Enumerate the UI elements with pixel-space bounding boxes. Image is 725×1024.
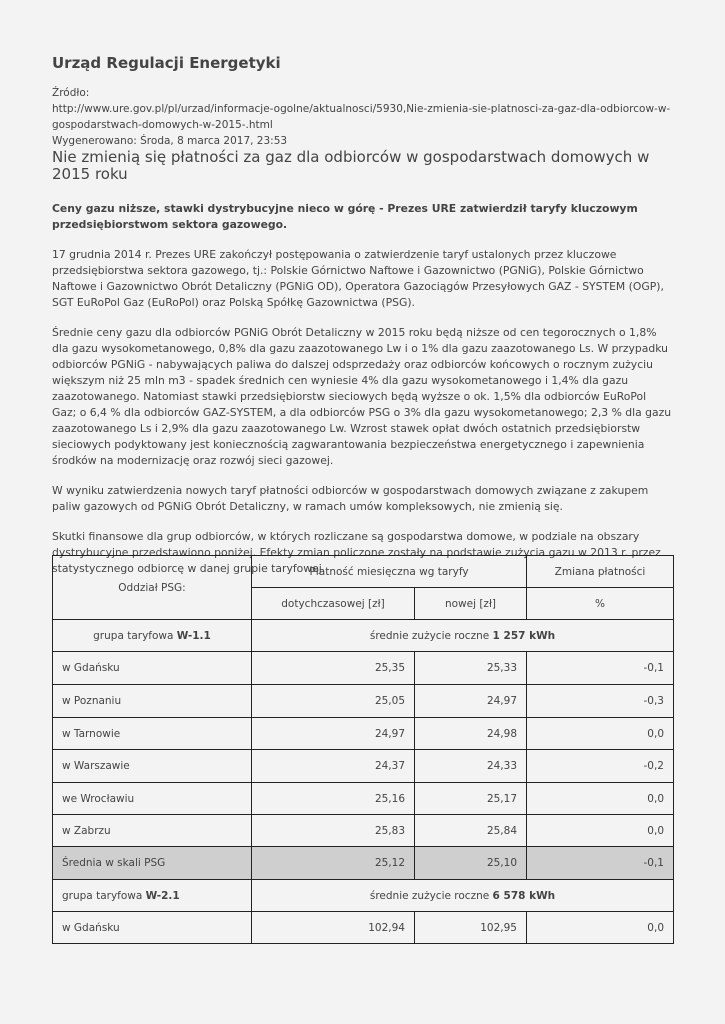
- source-url: http://www.ure.gov.pl/pl/urzad/informacje-ogolne/aktualnosci/5930,Nie-zmienia-sie-platnosci-za-gaz-dla-odbiorcow-w-gospodarstwach-domowych-w-2015-.html: [52, 103, 671, 131]
- old-payment-cell: 24,97: [252, 718, 415, 750]
- average-label: Średnia w skali PSG: [53, 847, 252, 880]
- header-change: Zmiana płatności: [527, 556, 674, 588]
- change-cell: 0,0: [527, 815, 674, 847]
- change-cell: -0,1: [527, 652, 674, 685]
- average-new-payment: 25,10: [415, 847, 527, 880]
- table-row: [53, 652, 674, 685]
- table-header-row: [53, 556, 674, 588]
- new-payment-cell: 24,98: [415, 718, 527, 750]
- old-payment-cell: 25,35: [252, 652, 415, 685]
- group-code: W-1.1: [176, 629, 211, 642]
- change-cell: 0,0: [527, 718, 674, 750]
- organization-title: Urząd Regulacji Energetyki: [52, 54, 281, 72]
- table-row: [53, 783, 674, 815]
- header-new: nowej [zł]: [415, 588, 527, 620]
- table-row: [53, 815, 674, 847]
- branch-cell: w Tarnowie: [53, 718, 252, 750]
- article-paragraph-1: 17 grudnia 2014 r. Prezes URE zakończył postępowania o zatwierdzenie taryf ustalonych przez kluczowe przedsiębiorstwa sektora gazowego, tj.: Polskie Górnictwo Naftowe i Gazownictwo (PGNiG), Polskie Górnictwo Naftowe i Gazownictwo Obrót Detaliczny (PGNiG OD), Operatora Gazociągów Przesyłowych GAZ - SYSTEM (OGP), SGT EuRoPol Gaz (EuRoPol) oraz Polską Spółkę Gazownictwa (PSG).: [52, 248, 664, 309]
- header-payment: Płatność miesięczna wg taryfy: [252, 556, 527, 588]
- header-old: dotychczasowej [zł]: [252, 588, 415, 620]
- old-payment-cell: 25,05: [252, 685, 415, 718]
- average-row: [53, 847, 674, 880]
- article-title: Nie zmienią się płatności za gaz dla odbiorców w gospodarstwach domowych w 2015 roku: [52, 148, 650, 183]
- article-paragraph-4: Skutki finansowe dla grup odbiorców, w których rozliczane są gospodarstwa domowe, w podziale na obszary dystrybucyjne przedstawiono poniżej. Efekty zmian policzone zostały na podstawie zużycia gazu w 2013 r. przez statystycznego odbiorcę w danej grupie taryfowej.: [52, 530, 661, 575]
- branch-cell: w Gdańsku: [53, 652, 252, 685]
- change-cell: 0,0: [527, 783, 674, 815]
- branch-cell: we Wrocławiu: [53, 783, 252, 815]
- group-usage: średnie zużycie roczne 1 257 kWh: [252, 620, 674, 652]
- average-old-payment: 25,12: [252, 847, 415, 880]
- group-code: W-2.1: [145, 889, 180, 902]
- change-cell: 0,0: [527, 912, 674, 944]
- change-cell: -0,2: [527, 750, 674, 783]
- table-row: [53, 912, 674, 944]
- group-row: [53, 620, 674, 652]
- header-branch: Oddział PSG:: [53, 556, 252, 620]
- new-payment-cell: 25,84: [415, 815, 527, 847]
- new-payment-cell: 25,17: [415, 783, 527, 815]
- old-payment-cell: 102,94: [252, 912, 415, 944]
- article-paragraph-2: Średnie ceny gazu dla odbiorców PGNiG Obrót Detaliczny w 2015 roku będą niższe od cen tegorocznych o 1,8% dla gazu wysokometanowego, 0,8% dla gazu zaazotowanego Lw i o 1% dla gazu zaazotowanego Ls. W przypadku odbiorców PGNiG - nabywających paliwa do dalszej odsprzedaży oraz odbiorców końcowych o rocznym zużyciu większym niż 25 mln m3 - spadek średnich cen wyniesie 4% dla gazu wysokometanowego i 1,4% dla gazu zaazotowanego. Natomiast stawki przedsiębiorstw sieciowych będą wyższe o ok. 1,5% dla odbiorców EuRoPol Gaz; o 6,4 % dla odbiorców GAZ-SYSTEM, a dla odbiorców PSG o 3% dla gazu wysokometanowego; 2,3 % dla gazu zaazotowanego Ls i 2,9% dla gazu zaazotowanego Lw. Wzrost stawek opłat dwóch ostatnich przedsiębiorstw sieciowych podyktowany jest koniecznością zagwarantowania bezpieczeństwa energetycznego i zapewnienia środków na modernizację oraz rozwój sieci gazowej.: [52, 326, 672, 467]
- usage-value: 6 578 kWh: [492, 889, 556, 902]
- generated-timestamp: Wygenerowano: Środa, 8 marca 2017, 23:53: [52, 135, 288, 147]
- branch-cell: w Gdańsku: [53, 912, 252, 944]
- table-row: [53, 750, 674, 783]
- source-label: Źródło:: [52, 87, 90, 99]
- group-row: [53, 880, 674, 912]
- average-change: -0,1: [527, 847, 674, 880]
- header-percent: %: [527, 588, 674, 620]
- source-meta: [52, 85, 672, 149]
- group-label: grupa taryfowa W-2.1: [53, 880, 252, 912]
- old-payment-cell: 24,37: [252, 750, 415, 783]
- table-row: [53, 685, 674, 718]
- change-cell: -0,3: [527, 685, 674, 718]
- branch-cell: w Poznaniu: [53, 685, 252, 718]
- table-row: [53, 718, 674, 750]
- branch-cell: w Warszawie: [53, 750, 252, 783]
- branch-cell: w Zabrzu: [53, 815, 252, 847]
- group-label: grupa taryfowa W-1.1: [53, 620, 252, 652]
- article-paragraph-3: W wyniku zatwierdzenia nowych taryf płatności odbiorców w gospodarstwach domowych związane z zakupem paliw gazowych od PGNiG Obrót Detaliczny, w ramach umów kompleksowych, nie zmienią się.: [52, 484, 649, 513]
- usage-value: 1 257 kWh: [492, 629, 556, 642]
- document-page: [52, 52, 672, 577]
- tariff-table: [52, 555, 674, 944]
- article-lead: Ceny gazu niższe, stawki dystrybucyjne nieco w górę - Prezes URE zatwierdził taryfy kluczowym przedsiębiorstwom sektora gazowego.: [52, 202, 638, 231]
- old-payment-cell: 25,83: [252, 815, 415, 847]
- old-payment-cell: 25,16: [252, 783, 415, 815]
- new-payment-cell: 102,95: [415, 912, 527, 944]
- new-payment-cell: 25,33: [415, 652, 527, 685]
- new-payment-cell: 24,33: [415, 750, 527, 783]
- group-usage: średnie zużycie roczne 6 578 kWh: [252, 880, 674, 912]
- new-payment-cell: 24,97: [415, 685, 527, 718]
